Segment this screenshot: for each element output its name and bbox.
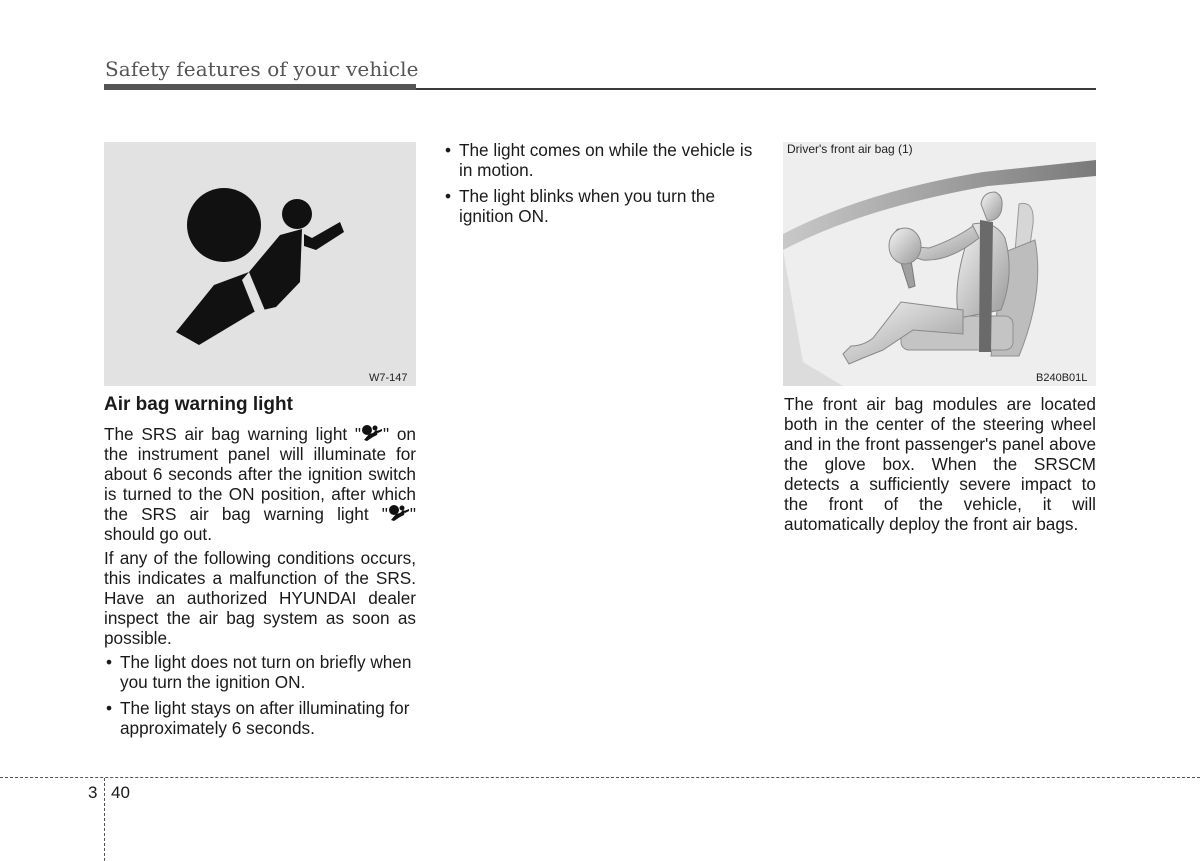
list-item: • The light does not turn on briefly when you turn the ignition ON.: [104, 652, 416, 692]
malfunction-list: [104, 652, 416, 738]
header-rule-accent: [104, 84, 416, 90]
front-airbag-figure: [783, 142, 1096, 386]
airbag-warning-light-figure: [104, 142, 416, 386]
intro-text-a: The SRS air bag warning light ": [104, 424, 362, 444]
left-column: [104, 424, 416, 738]
section-heading: Air bag warning light: [104, 394, 293, 415]
middle-column: [443, 140, 756, 226]
list-item: • The light blinks when you turn the ignition ON.: [443, 186, 756, 226]
intro-paragraph: [104, 424, 416, 544]
front-airbag-paragraph: The front air bag modules are located both in the center of the steering wheel and in the front passenger's panel above the glove box. When the SRSCM detects a sufficiently severe impact to the front of the vehicle, it will automatically deploy the front air bags.: [784, 394, 1096, 534]
footer-divider: [104, 778, 105, 861]
airbag-inline-icon: [388, 504, 410, 522]
malfunction-list-continued: [443, 140, 756, 226]
malfunction-paragraph: If any of the following conditions occurs, this indicates a malfunction of the SRS. Have an authorized HYUNDAI dealer inspect the air bag system as soon as possible.: [104, 548, 416, 648]
driver-airbag-illustration: [783, 142, 1096, 386]
right-column: [784, 394, 1096, 534]
list-item: • The light comes on while the vehicle is in motion.: [443, 140, 756, 180]
figure-code: B240B01L: [1036, 372, 1088, 384]
footer-rule: [0, 777, 1200, 778]
section-number: 3: [88, 783, 98, 802]
list-item: • The light stays on after illuminating for approximately 6 seconds.: [104, 698, 416, 738]
intro-text-c: " should go out.: [104, 504, 416, 544]
airbag-warning-icon: [104, 142, 416, 386]
airbag-inline-icon: [361, 424, 383, 442]
page-header-title: Safety features of your vehicle: [105, 57, 419, 81]
page-number: 40: [111, 783, 130, 802]
intro-text-b: " on the instrument panel will illuminate for about 6 seconds after the ignition switch is turned to the ON position, after which the SRS air bag warning light ": [104, 424, 416, 524]
figure-code: W7-147: [369, 372, 408, 384]
figure-caption: Driver's front air bag (1): [787, 142, 913, 156]
